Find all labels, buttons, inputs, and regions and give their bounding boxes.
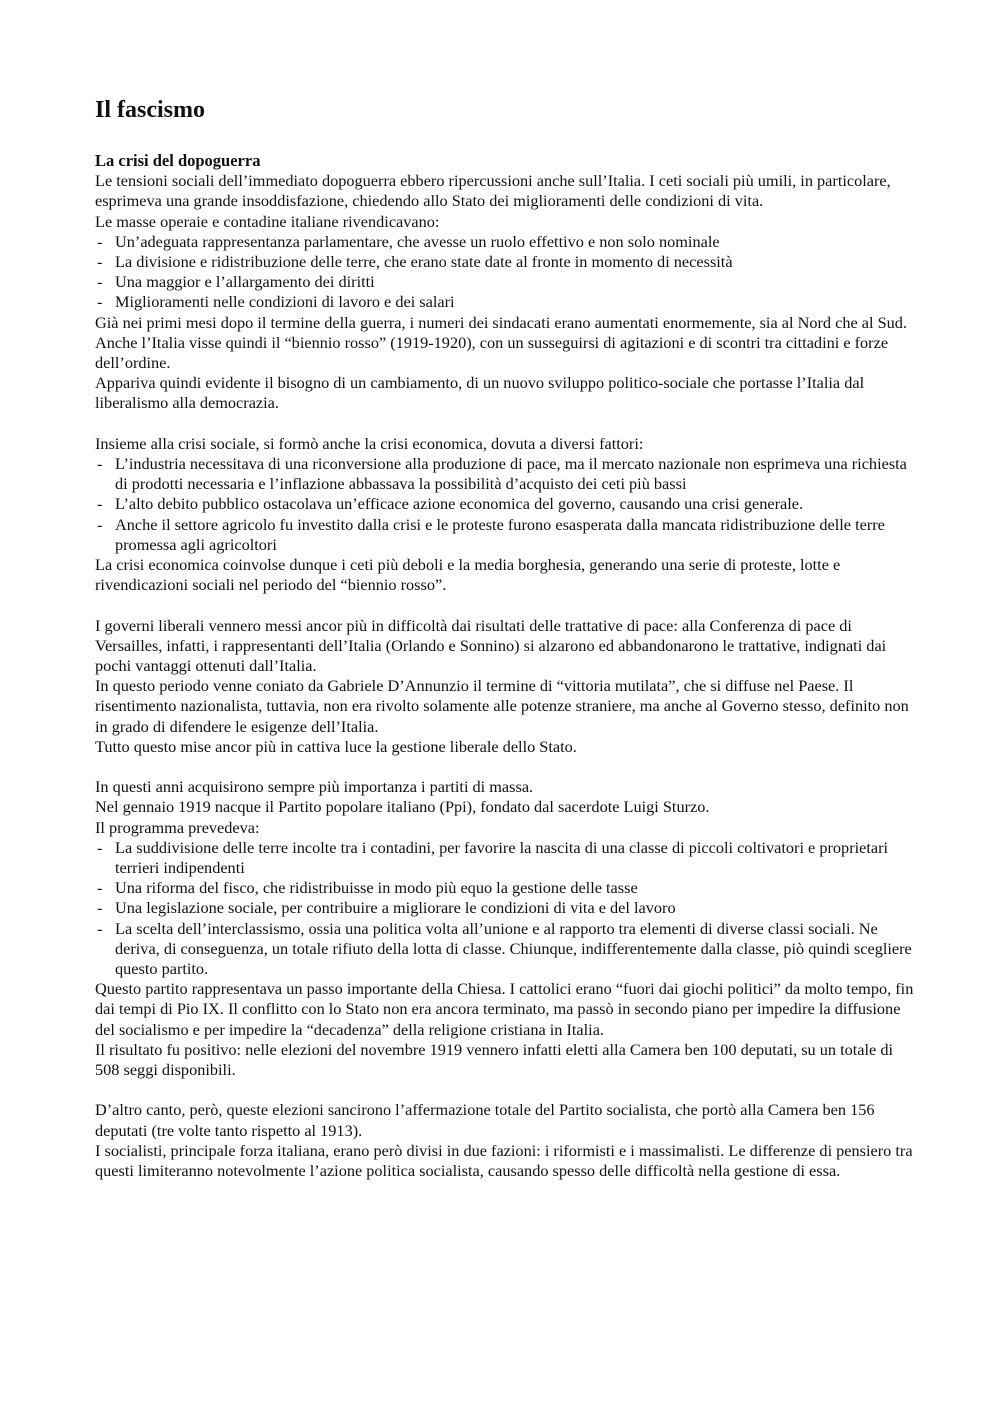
paragraph: I governi liberali vennero messi ancor più in difficoltà dai risultati delle trattative di pace: alla Conferenza di pace di Versailles, infatti, i rappresentanti dell’Italia (Orlando e Sonnino) si alzarono ed abbandonarono le trattative, indignati dai pochi vantaggi ottenuti dall’Italia. bbox=[95, 615, 887, 676]
paragraph: In questo periodo venne coniato da Gabriele D’Annunzio il termine di “vittoria mutilata”, che si diffuse nel Paese. Il risentimento nazionalista, tuttavia, non era rivolto solamente alle potenze straniere, ma anche al Governo stesso, definito non in grado di difendere le esigenze dell’Italia. bbox=[95, 676, 909, 736]
paragraph: I socialisti, principale forza italiana, erano però divisi in due fazioni: i riformisti e i massimalisti. Le differenze di pensiero tra questi limiteranno notevolmente l’azione politica socialista, causando spesso delle difficoltà nella gestione di essa. bbox=[95, 1140, 913, 1181]
list-item: - La suddivisione delle terre incolte tra i contadini, per favorire la nascita di una classe di piccoli coltivatori e proprietari terrieri indipendenti bbox=[95, 838, 915, 878]
paragraph: Insieme alla crisi sociale, si formò anche la crisi economica, dovuta a diversi fattori: bbox=[95, 433, 644, 453]
list-item: - Anche il settore agricolo fu investito dalla crisi e le proteste furono esasperata dalla mancata ridistribuzione delle terre promessa agli agricoltori bbox=[95, 515, 915, 555]
list-item: - Una maggior e l’allargamento dei diritti bbox=[95, 272, 915, 292]
paragraph: Questo partito rappresentava un passo importante della Chiesa. I cattolici erano “fuori dai giochi politici” da molto tempo, fin dai tempi di Pio IX. Il conflitto con lo Stato non era ancora terminato, ma passò in secondo piano per impedire la diffusione del socialismo e per impedire la “decadenza” della religione cristiana in Italia. bbox=[95, 979, 914, 1039]
paragraph: D’altro canto, però, queste elezioni sancirono l’affermazione totale del Partito socialista, che portò alla Camera ben 156 deputati (tre volte tanto rispetto al 1913). bbox=[95, 1100, 875, 1140]
paragraph-spacer bbox=[95, 1080, 915, 1100]
paragraph: Già nei primi mesi dopo il termine della guerra, i numeri dei sindacati erano aumentati enormemente, sia al Nord che al Sud. bbox=[95, 312, 907, 332]
paragraph: Nel gennaio 1919 nacque il Partito popolare italiano (Ppi), fondato dal sacerdote Luigi Sturzo. bbox=[95, 797, 710, 817]
paragraph: Appariva quindi evidente il bisogno di un cambiamento, di un nuovo sviluppo politico-sociale che portasse l’Italia dal liberalismo alla democrazia. bbox=[95, 373, 865, 413]
document-page bbox=[95, 96, 915, 1181]
bullet-list bbox=[95, 232, 915, 313]
paragraph-spacer bbox=[95, 414, 915, 434]
paragraph: Le masse operaie e contadine italiane rivendicavano: bbox=[95, 211, 440, 231]
paragraph: Il programma prevedeva: bbox=[95, 817, 260, 837]
paragraph: La crisi economica coinvolse dunque i ceti più deboli e la media borghesia, generando una serie di proteste, lotte e rivendicazioni sociali nel periodo del “biennio rosso”. bbox=[95, 555, 841, 595]
list-item: - Un’adeguata rappresentanza parlamentare, che avesse un ruolo effettivo e non solo nominale bbox=[95, 232, 915, 252]
list-item: - Una legislazione sociale, per contribuire a migliorare le condizioni di vita e del lavoro bbox=[95, 898, 915, 918]
paragraph-spacer bbox=[95, 595, 915, 615]
paragraph: Anche l’Italia visse quindi il “biennio rosso” (1919-1920), con un susseguirsi di agitazioni e di scontri tra cittadini e forze dell’ordine. bbox=[95, 332, 889, 373]
list-item: - La scelta dell’interclassismo, ossia una politica volta all’unione e al rapporto tra elementi di diverse classi sociali. Ne deriva, di conseguenza, un totale rifiuto della lotta di classe. Chiunque, indifferentemente dalla classe, piò quindi scegliere questo partito. bbox=[95, 919, 915, 980]
paragraph: Tutto questo mise ancor più in cattiva luce la gestione liberale dello Stato. bbox=[95, 736, 577, 756]
bullet-list bbox=[95, 838, 915, 979]
list-item: - La divisione e ridistribuzione delle terre, che erano state date al fronte in momento di necessità bbox=[95, 252, 915, 272]
list-item: - Miglioramenti nelle condizioni di lavoro e dei salari bbox=[95, 292, 915, 312]
paragraph-spacer bbox=[95, 757, 915, 777]
list-item: - L’industria necessitava di una riconversione alla produzione di pace, ma il mercato nazionale non esprimeva una richiesta di prodotti necessaria e l’inflazione abbassava la possibilità d’acquisto dei ceti più bassi bbox=[95, 454, 915, 494]
paragraph: In questi anni acquisirono sempre più importanza i partiti di massa. bbox=[95, 777, 534, 797]
bullet-list bbox=[95, 454, 915, 555]
list-item: - L’alto debito pubblico ostacolava un’efficace azione economica del governo, causando una crisi generale. bbox=[95, 494, 915, 514]
paragraph: Le tensioni sociali dell’immediato dopoguerra ebbero ripercussioni anche sull’Italia. I ceti sociali più umili, in particolare, esprimeva una grande insoddisfazione, chiedendo allo Stato dei miglioramenti delle condizioni di vita. bbox=[95, 171, 891, 211]
paragraph: Il risultato fu positivo: nelle elezioni del novembre 1919 vennero infatti eletti alla Camera ben 100 deputati, su un totale di 508 seggi disponibili. bbox=[95, 1039, 894, 1080]
section-heading: La crisi del dopoguerra bbox=[95, 151, 261, 170]
document-title: Il fascismo bbox=[95, 97, 205, 123]
list-item: - Una riforma del fisco, che ridistribuisse in modo più equo la gestione delle tasse bbox=[95, 878, 915, 898]
